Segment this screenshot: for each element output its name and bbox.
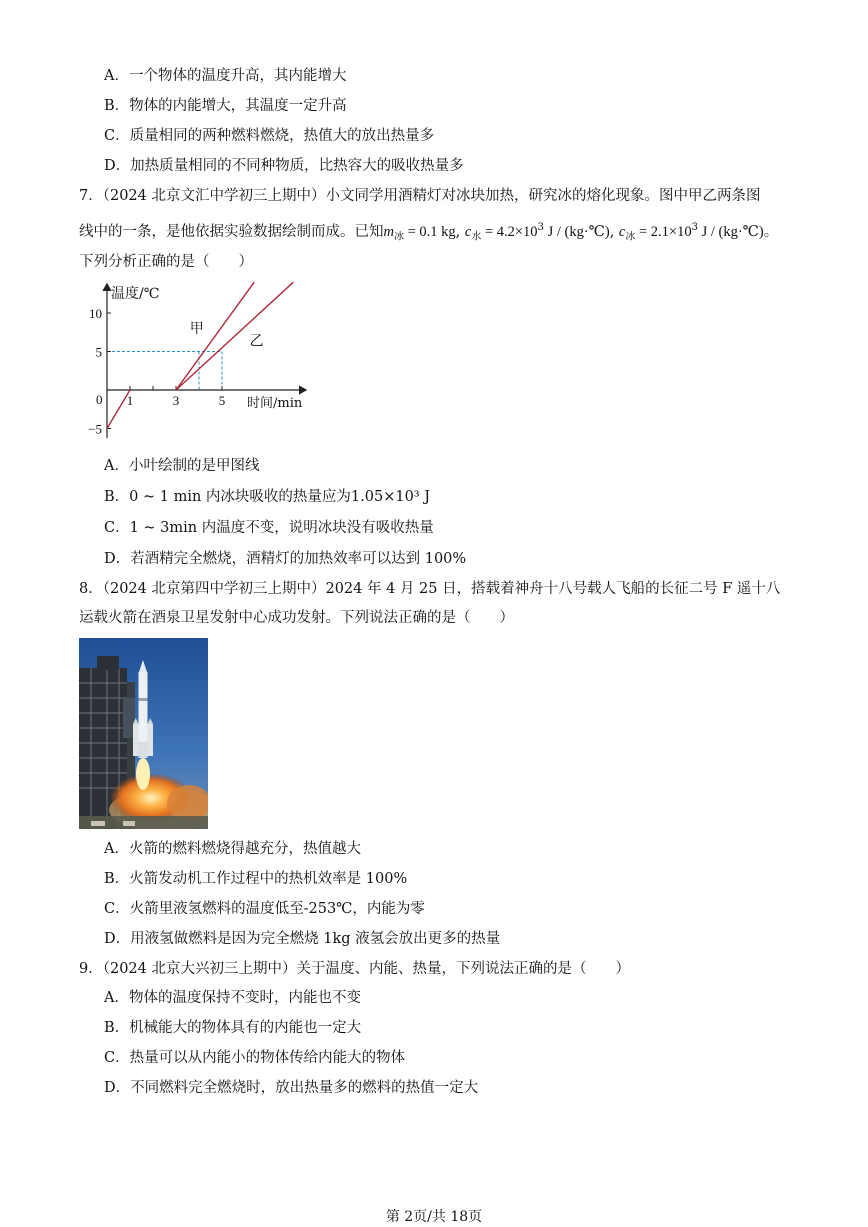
q7-option-d: D．若酒精完全燃烧，酒精灯的加热效率可以达到 100% (104, 551, 467, 567)
y-tick-label: 5 (95, 344, 102, 360)
q6-option-b: B．物体的内能增大，其温度一定升高 (104, 98, 347, 114)
q8-option-c: C．火箭里液氢燃料的温度低至-253℃，内能为零 (104, 901, 425, 917)
m-ice-symbol: m (383, 223, 394, 240)
q8-stem-line1: 8．（2024 北京第四中学初三上期中）2024 年 4 月 25 日，搭载着神舟十八号载人飞船的长征二号 F 遥十八 (79, 581, 781, 597)
c-ice-sub: 冰 (625, 231, 636, 243)
q7-stem-line2: 线中的一条，是他依据实验数据绘制而成。已知$m_冰 = 0.1$ kg, $c_水 = 4.2\times 10^3$ J / (kg·℃), $c_冰 = 2.1\times 10^3$ J / (kg·℃)。 (79, 222, 779, 243)
c-water-symbol: c (464, 223, 472, 240)
x-tick-label: 1 (126, 393, 134, 408)
q6-option-c: C．质量相同的两种燃料燃烧，热值大的放出热量多 (104, 128, 435, 144)
series-label: 甲 (189, 321, 204, 338)
q7-stem-line3: 下列分析正确的是（ ） (79, 254, 253, 270)
c-water-unit: J / (kg·℃) (543, 223, 610, 240)
c-water-exp: 3 (537, 222, 544, 233)
x-tick-label: 5 (218, 393, 226, 408)
x-axis-label: 时间/min (247, 396, 303, 411)
series-line-jia (176, 282, 254, 390)
temperature-time-graph (80, 280, 320, 445)
q9-option-c: C．热量可以从内能小的物体传给内能大的物体 (104, 1050, 406, 1066)
q9-option-d: D．不同燃料完全燃烧时，放出热量多的燃料的热值一定大 (104, 1080, 479, 1096)
y-tick-label: −5 (88, 421, 102, 437)
q7-stem-end: 。 (763, 223, 779, 240)
c-water-value: = 4.2×10 (481, 223, 538, 240)
m-ice-sub: 冰 (393, 231, 404, 243)
q8-option-d: D．用液氢做燃料是因为完全燃烧 1kg 液氢会放出更多的热量 (104, 931, 501, 947)
series-line-ice-heating (107, 390, 130, 429)
y-axis-label: 温度/℃ (111, 286, 160, 302)
rocket-launch-photo (79, 638, 208, 829)
q7-stem-text: 线中的一条，是他依据实验数据绘制而成。已知 (79, 223, 384, 240)
x-tick-label: 3 (172, 393, 180, 408)
q9-stem: 9．（2024 北京大兴初三上期中）关于温度、内能、热量，下列说法正确的是（ ） (79, 961, 630, 977)
origin-label: 0 (96, 392, 103, 407)
page-footer: 第 2页/共 18页 (385, 1209, 483, 1225)
c-ice-unit: J / (kg·℃) (697, 223, 764, 240)
q6-option-d: D．加热质量相同的不同种物质，比热容大的吸收热量多 (104, 158, 464, 174)
q6-option-a: A．一个物体的温度升高，其内能增大 (104, 68, 347, 84)
q7-stem-line1: 7．（2024 北京文汇中学初三上期中）小文同学用酒精灯对冰块加热，研究冰的熔化现象。图中甲乙两条图 (79, 188, 761, 204)
q7-option-b: B．0 ~ 1 min 内冰块吸收的热量应为1.05×10³ J (104, 489, 431, 505)
q7-option-a: A．小叶绘制的是甲图线 (104, 458, 260, 474)
c-ice-value: = 2.1×10 (635, 223, 692, 240)
q8-stem-line2: 运载火箭在酒泉卫星发射中心成功发射。下列说法正确的是（ ） (79, 610, 514, 626)
q7-option-c: C．1 ~ 3min 内温度不变，说明冰块没有吸收热量 (104, 520, 434, 536)
c-ice-symbol: c (618, 223, 626, 240)
q8-option-b: B．火箭发动机工作过程中的热机效率是 100% (104, 871, 408, 887)
m-ice-value: = 0.1 kg (403, 223, 456, 240)
c-water-sub: 水 (471, 231, 482, 243)
q9-option-b: B．机械能大的物体具有的内能也一定大 (104, 1020, 362, 1036)
series-label: 乙 (249, 333, 264, 350)
c-ice-exp: 3 (691, 222, 698, 233)
q8-option-a: A．火箭的燃料燃烧得越充分，热值越大 (104, 841, 361, 857)
q9-option-a: A．物体的温度保持不变时，内能也不变 (104, 990, 361, 1006)
y-tick-label: 10 (89, 306, 102, 321)
